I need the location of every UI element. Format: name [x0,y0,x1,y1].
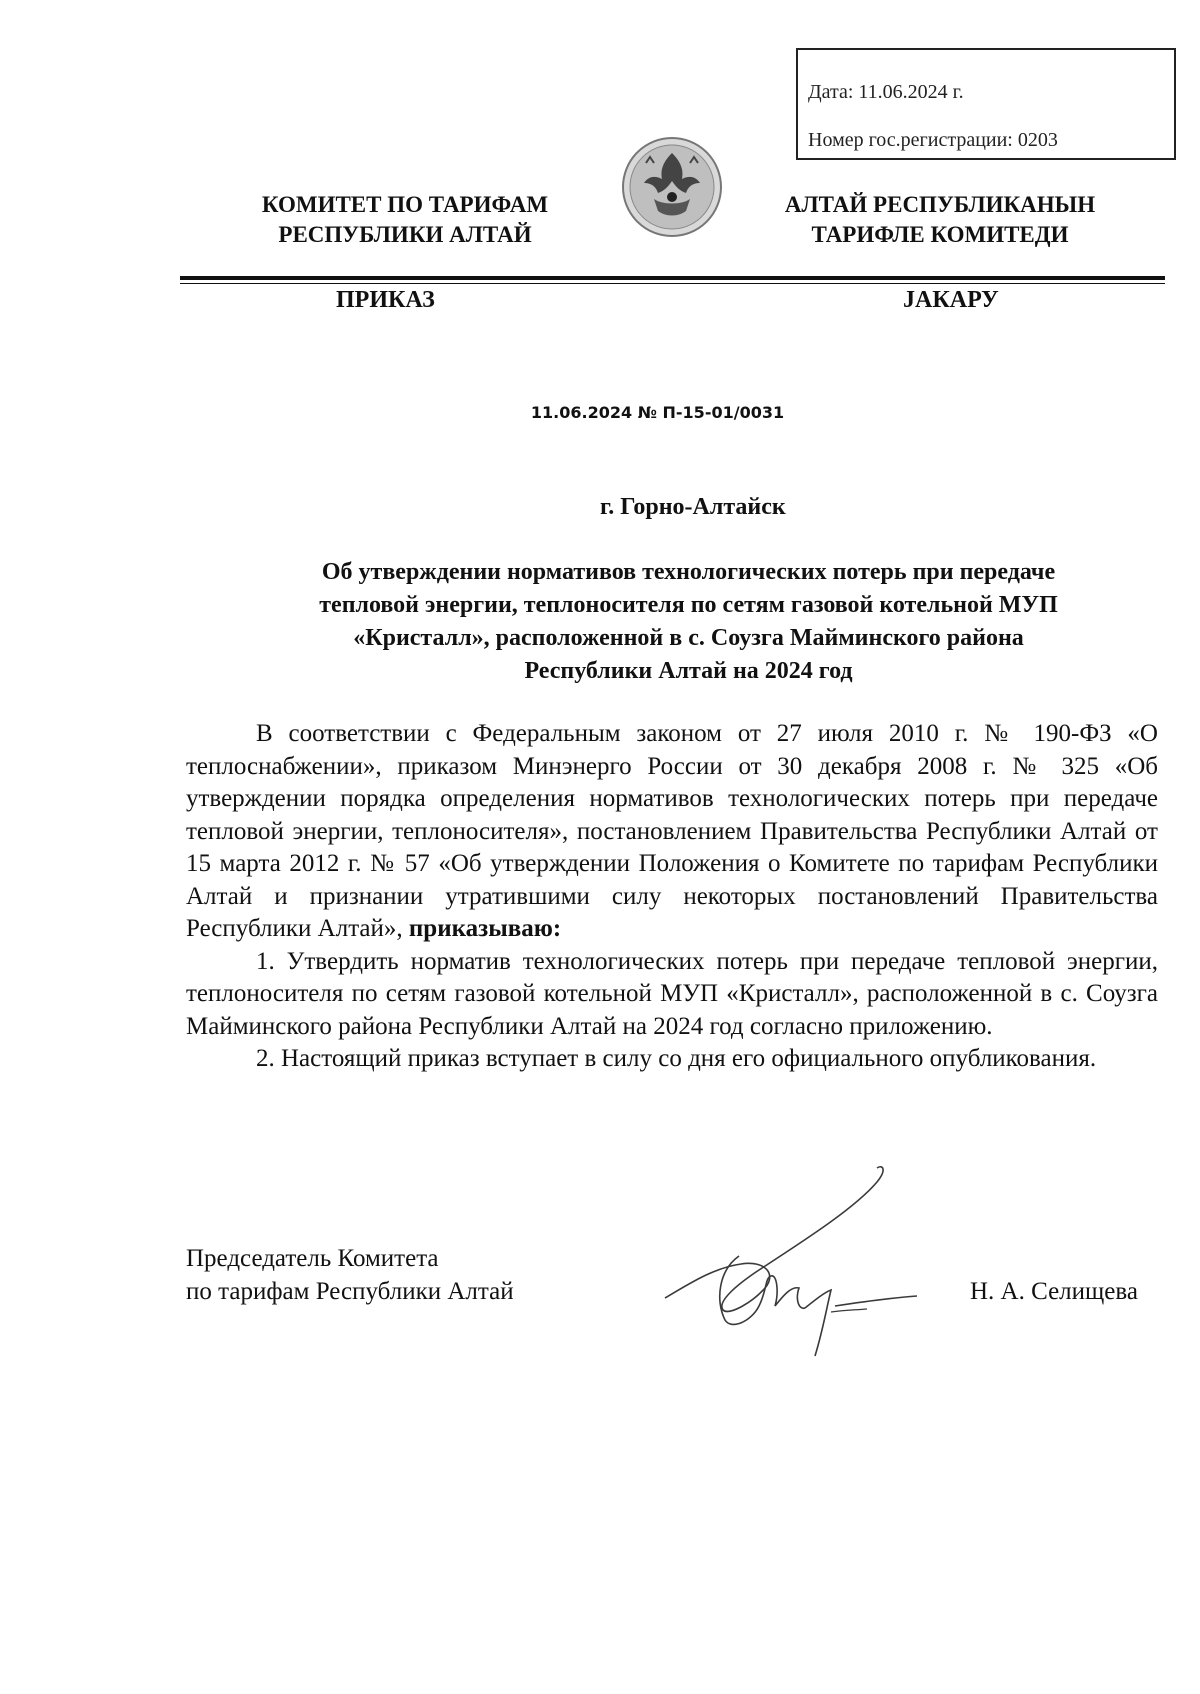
date-value: 11.06.2024 г. [858,81,964,103]
reg-number-label: Номер гос.регистрации: [808,129,1013,151]
city: г. Горно-Алтайск [600,494,786,520]
committee-name-alt-line2: ТАРИФЛЕ КОМИТЕДИ [811,222,1069,247]
date-label: Дата: [808,81,854,103]
coat-of-arms-icon [620,135,724,239]
order-body [186,718,1158,1076]
registration-number [808,116,1174,164]
handwritten-signature [655,1160,925,1360]
preamble-text: В соответствии с Федеральным законом от 27 июля 2010 г. № 190-ФЗ «О теплоснабжении», приказом Минэнерго России от 30 декабря 2008 г. № 325 «Об утверждении порядка определения нормативов технологических потерь при передаче тепловой энергии, теплоносителя», постановлением Правительства Республики Алтай от 15 марта 2012 г. № 57 «Об утверждении Положения о Комитете по тарифам Республики Алтай и признании утратившими силу некоторых постановлений Правительства Республики Алтай», [186,720,1158,942]
header-divider-thin [180,283,1165,284]
committee-name-ru-line1: КОМИТЕТ ПО ТАРИФАМ [261,192,549,217]
registration-date [808,68,1174,116]
order-title-ru: ПРИКАЗ [336,287,435,313]
committee-name-ru-line2: РЕСПУБЛИКИ АЛТАЙ [278,222,532,247]
subject-line: «Кристалл», расположенной в с. Соузга Майминского района [353,625,1024,651]
subject-line: Республики Алтай на 2024 год [524,658,853,684]
registration-stamp [796,48,1176,160]
committee-name-alt [760,190,1120,250]
signatory-title-line2: по тарифам Республики Алтай [186,1278,514,1305]
committee-name-alt-line1: АЛТАЙ РЕСПУБЛИКАНЫН [784,192,1096,217]
signatory-title-line1: Председатель Комитета [186,1245,439,1272]
order-title-alt: JАКАРУ [903,287,999,313]
order-item-2: 2. Настоящий приказ вступает в силу со дня его официального опубликования. [256,1045,1097,1072]
reg-number-value: 0203 [1017,129,1058,151]
subject-line: Об утверждении нормативов технологических потерь при передаче [321,559,1056,585]
signatory-name: Н. А. Селищева [970,1278,1138,1305]
preamble-emphasis: приказываю: [408,915,562,942]
order-subject [226,556,1151,688]
signatory-title [186,1242,514,1308]
order-number: 11.06.2024 № П-15-01/0031 [530,403,785,422]
subject-line: тепловой энергии, теплоносителя по сетям газовой котельной МУП [319,592,1058,618]
order-item-1: 1. Утвердить норматив технологических потерь при передаче тепловой энергии, теплоносителя по сетям газовой котельной МУП «Кристалл», расположенной в с. Соузга Майминского района Республики Алтай на 2024 год согласно приложению. [186,947,1158,1040]
header-divider-thick [180,276,1165,280]
committee-name-ru [230,190,580,250]
preamble-paragraph [186,718,1158,946]
